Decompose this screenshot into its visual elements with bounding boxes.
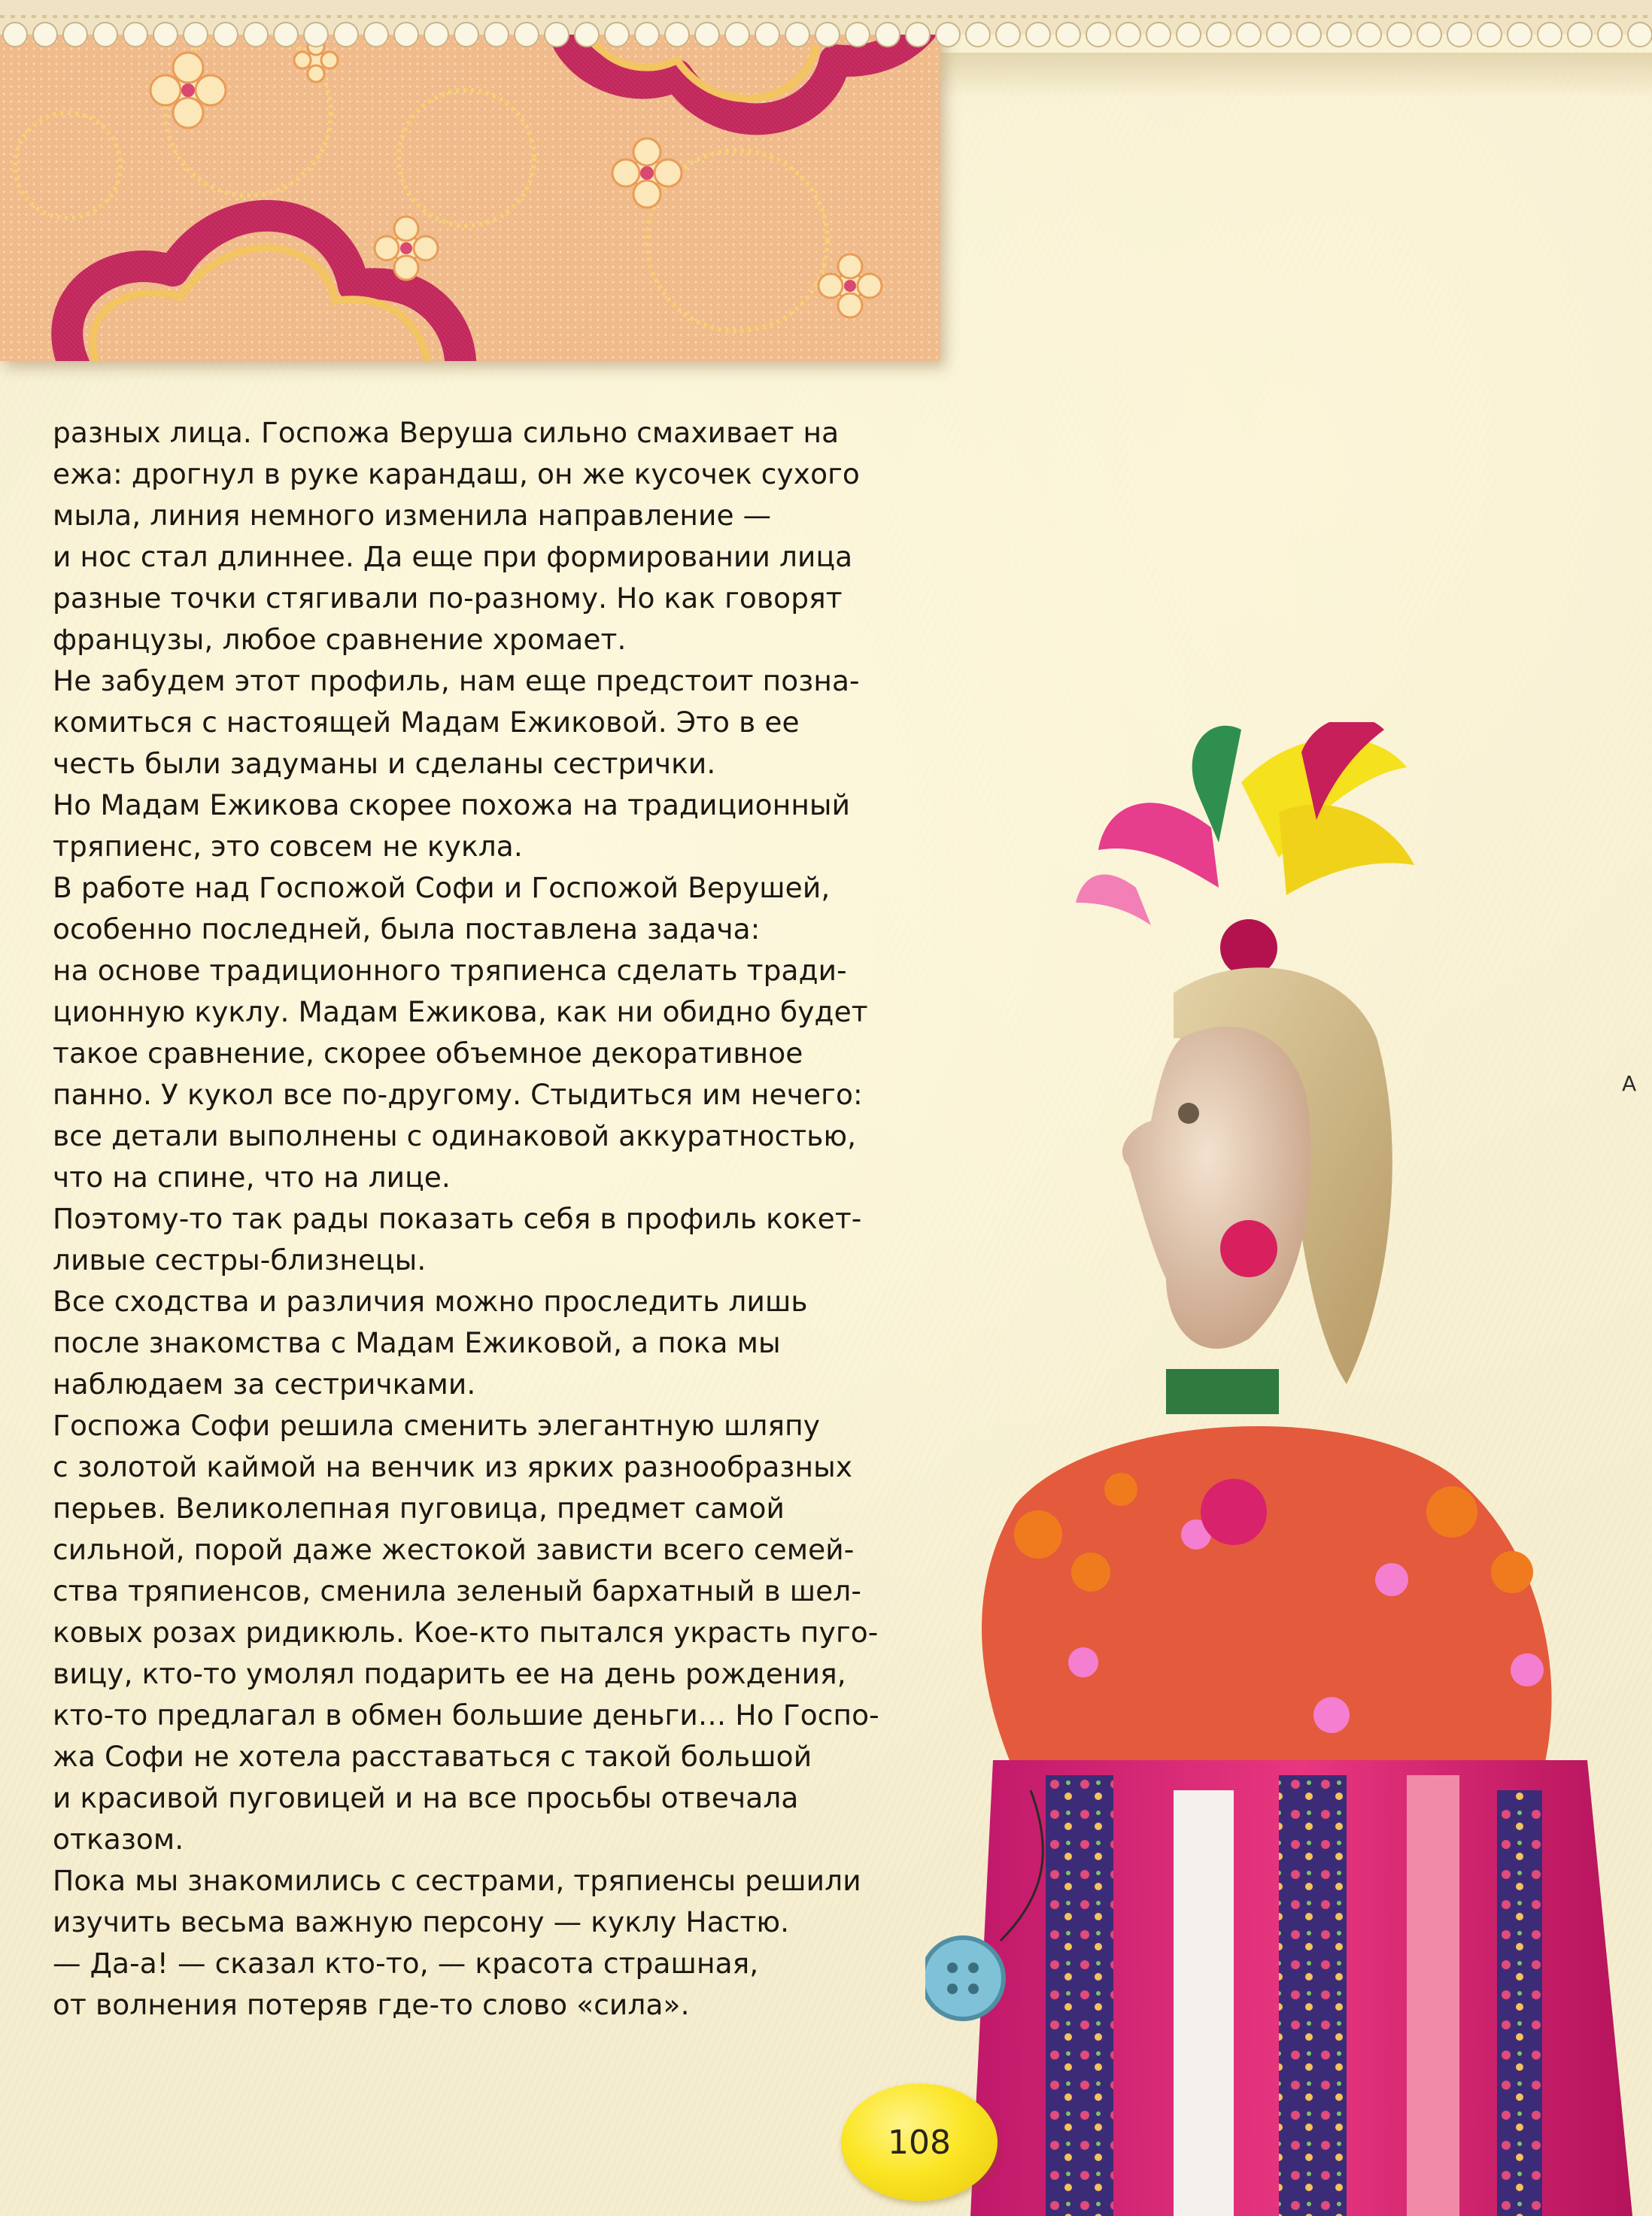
text-line: и нос стал длиннее. Да еще при формировании лица (53, 540, 853, 573)
text-line: Поэтому-то так рады показать себя в профиль кокет- (53, 1202, 862, 1235)
text-line: В работе над Госпожой Софи и Госпожой Верушей, (53, 871, 831, 904)
pompom (1220, 919, 1277, 976)
text-line: особенно последней, была поставлена задача: (53, 912, 761, 946)
text-line: — Да-а! — сказал кто-то, — красота страшная, (53, 1947, 759, 1980)
text-line: тряпиенс, это совсем не кукла. (53, 830, 523, 863)
text-line: честь были задуманы и сделаны сестрички. (53, 747, 716, 780)
earring-pompom (1220, 1220, 1277, 1277)
banner-shadow (940, 53, 1652, 98)
text-line: и красивой пуговицей и на все просьбы отвечала (53, 1781, 799, 1814)
text-line: панно. У кукол все по-другому. Стыдиться им нечего: (53, 1078, 863, 1111)
text-line: Госпожа Софи решила сменить элегантную шляпу (53, 1409, 821, 1442)
text-line: такое сравнение, скорее объемное декоративное (53, 1037, 803, 1070)
text-line: Не забудем этот профиль, нам еще предстоит позна- (53, 664, 860, 697)
text-line: вицу, кто-то умолял подарить ее на день рождения, (53, 1657, 846, 1690)
body-text (53, 412, 910, 2026)
text-line: от волнения потеряв где-то слово «сила». (53, 1988, 690, 2021)
page-number: 108 (888, 2123, 951, 2162)
text-line: наблюдаем за сестричками. (53, 1368, 476, 1401)
blouse (982, 1426, 1552, 1775)
fabric-banner-image (0, 0, 940, 361)
neck-band (1166, 1369, 1279, 1414)
side-mark: А (1622, 1071, 1637, 1096)
text-line: отказом. (53, 1823, 184, 1856)
text-line: ционную куклу. Мадам Ежикова, как ни обидно будет (53, 995, 868, 1028)
floral-fabric-pattern (0, 0, 940, 361)
text-line: после знакомства с Мадам Ежиковой, а пока мы (53, 1326, 781, 1359)
text-line: ства тряпиенсов, сменила зеленый бархатный в шел- (53, 1574, 862, 1607)
text-line: мыла, линия немного изменила направление — (53, 499, 772, 532)
doll-head (1122, 1027, 1310, 1349)
text-line: изучить весьма важную персону — куклу Настю. (53, 1905, 790, 1938)
text-line: с золотой каймой на венчик из ярких разнообразных (53, 1450, 853, 1483)
text-line: что на спине, что на лице. (53, 1161, 451, 1194)
text-line: ежа: дрогнул в руке карандаш, он же кусочек сухого (53, 457, 860, 490)
button-accessory (925, 1938, 1004, 2019)
text-line: разные точки стягивали по-разному. Но как говорят (53, 581, 843, 615)
text-line: Все сходства и различия можно проследить лишь (53, 1285, 808, 1318)
doll-eye (1178, 1103, 1199, 1124)
text-line: кто-то предлагал в обмен большие деньги… Но Госпо- (53, 1698, 879, 1732)
text-line: на основе традиционного тряпиенса сделать тради- (53, 954, 847, 987)
lace-trim (0, 0, 1652, 53)
brooch (1201, 1479, 1267, 1545)
text-line: перьев. Великолепная пуговица, предмет самой (53, 1492, 785, 1525)
text-line: Пока мы знакомились с сестрами, тряпиенсы решили (53, 1864, 861, 1897)
text-line: разных лица. Госпожа Веруша сильно смахивает на (53, 416, 840, 449)
text-line: французы, любое сравнение хромает. (53, 623, 627, 656)
text-line: жа Софи не хотела расставаться с такой большой (53, 1740, 812, 1773)
doll-photo (925, 722, 1652, 2216)
text-line: Но Мадам Ежикова скорее похожа на традиционный (53, 788, 851, 821)
text-line: ковых розах ридикюль. Кое-кто пытался украсть пуго- (53, 1616, 879, 1649)
feather-crown (1076, 722, 1414, 925)
text-line: ливые сестры-близнецы. (53, 1243, 427, 1276)
text-line: сильной, порой даже жестокой зависти всего семей- (53, 1533, 855, 1566)
text-line: комиться с настоящей Мадам Ежиковой. Это в ее (53, 706, 800, 739)
text-line: все детали выполнены с одинаковой аккуратностью, (53, 1119, 857, 1152)
